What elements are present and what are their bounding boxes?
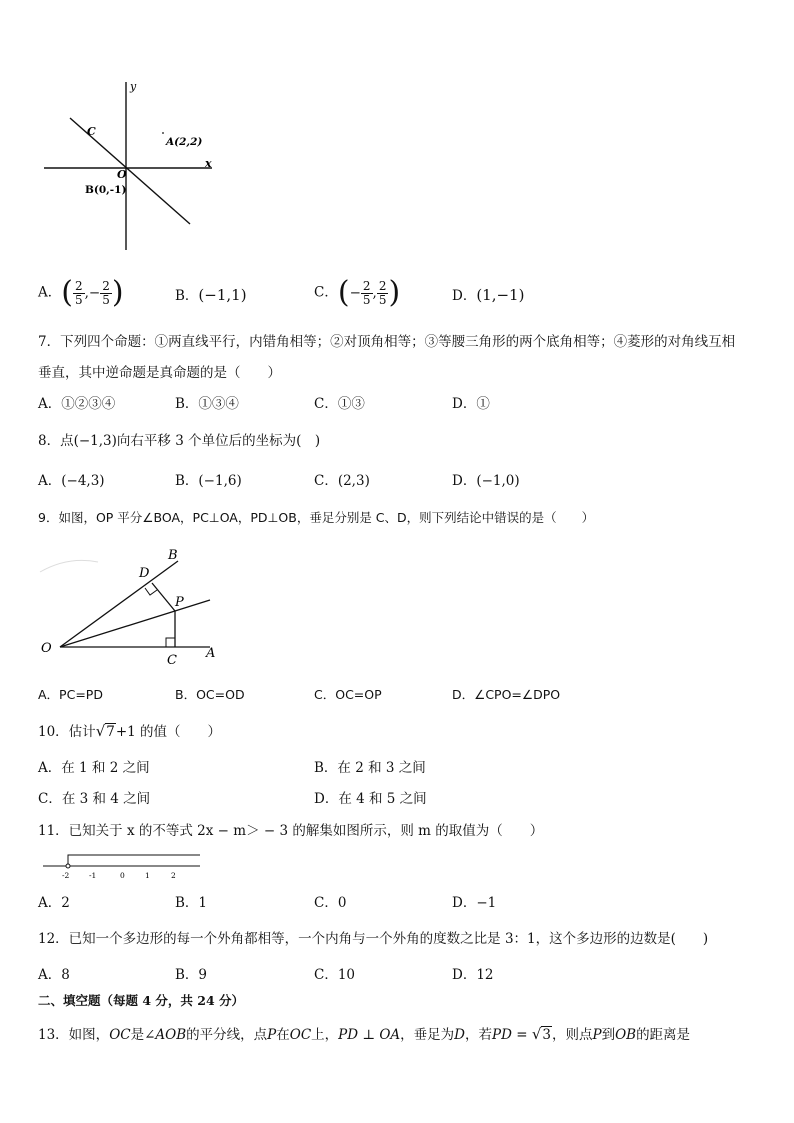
right-angle-mark-d <box>145 588 157 595</box>
label-c: C <box>167 653 177 668</box>
q12-stem: 12．已知一个多边形的每一个外角都相等，一个内角与一个外角的度数之比是 3：1，这个多边形的边数是( ) <box>38 931 709 947</box>
q11-option-b: B．1 <box>175 895 208 911</box>
q7-option-d: D．① <box>452 396 490 412</box>
q10-option-d: D．在 4 和 5 之间 <box>314 791 427 807</box>
q8-option-a: A．(−4,3) <box>38 473 105 489</box>
q8-option-c: C．(2,3) <box>314 473 370 489</box>
solution-bracket <box>68 855 200 866</box>
right-angle-mark-c <box>166 638 175 647</box>
q8-option-b: B．(−1,6) <box>175 473 242 489</box>
fraction: $\frac{2}{5}$ <box>74 278 83 307</box>
q11-option-a: A．2 <box>38 895 70 911</box>
q6-coordinate-figure <box>40 78 230 253</box>
point-c-label: C <box>87 125 96 138</box>
q7-stem-line-2: 垂直，其中逆命题是真命题的是（ ） <box>38 365 281 381</box>
q12-option-b: B．9 <box>175 967 208 983</box>
q7-option-c: C．①③ <box>314 396 365 412</box>
tick-label-0: 0 <box>120 871 125 880</box>
tick-label-1: 1 <box>145 871 150 880</box>
q11-option-c: C．0 <box>314 895 347 911</box>
sqrt-sign: √ <box>531 1025 542 1043</box>
q9-option-c: C．OC=OP <box>314 687 382 702</box>
label-d: D <box>139 566 150 581</box>
q10-option-a: A．在 1 和 2 之间 <box>38 760 150 776</box>
segment-pd <box>152 583 175 611</box>
q9-option-a: A．PC=PD <box>38 687 103 702</box>
label-p: P <box>175 595 184 610</box>
q9-stem: 9．如图，OP 平分∠BOA，PC⊥OA，PD⊥OB，垂足分别是 C、D，则下列结论中错误的是（ ） <box>38 510 595 525</box>
q10-option-c: C．在 3 和 4 之间 <box>38 791 151 807</box>
q6-option-b: B．(−1,1) <box>175 286 247 304</box>
label-o: O <box>41 641 52 656</box>
origin-label: O <box>117 168 127 181</box>
fraction: $\frac{2}{5}$ <box>378 278 387 307</box>
q8-stem: 8．点(−1,3)向右平移 3 个单位后的坐标为( ) <box>38 433 321 449</box>
label-b: B <box>168 548 178 563</box>
q6-option-c: C．(− $\frac{2}{5}$ , $\frac{2}{5}$ ) <box>314 275 401 310</box>
tick-label-2: 2 <box>171 871 176 880</box>
tick-label-neg2: -2 <box>62 871 70 880</box>
label-a: A <box>206 646 216 661</box>
q6-option-d: D．(1,−1) <box>452 286 525 304</box>
q8-option-d: D．(−1,0) <box>452 473 520 489</box>
q9-option-d: D．∠CPO=∠DPO <box>452 687 561 702</box>
q11-number-line <box>40 850 205 880</box>
q11-option-d: D．−1 <box>452 895 497 911</box>
q11-stem: 11．已知关于 x 的不等式 2x − m＞ − 3 的解集如图所示，则 m 的取值为（ ） <box>38 823 544 839</box>
q10-stem: 10．估计√7+1 的值（ ） <box>38 722 222 740</box>
q7-option-b: B．①③④ <box>175 396 239 412</box>
q10-option-b: B．在 2 和 3 之间 <box>314 760 426 776</box>
tick-label-neg1: -1 <box>89 871 97 880</box>
q12-option-d: D．12 <box>452 967 494 983</box>
q9-angle-bisector-figure <box>38 542 228 672</box>
q12-option-c: C．10 <box>314 967 356 983</box>
fraction: $\frac{2}{5}$ <box>102 278 110 307</box>
fraction: $\frac{2}{5}$ <box>362 278 371 307</box>
ray-ob <box>60 561 178 647</box>
q13-stem: 13．如图，OC是∠AOB的平分线，点P在OC上，PD ⊥ OA，垂足为D，若PD = √3，则点P到OB的距离是 <box>38 1025 691 1043</box>
sqrt-sign: √ <box>95 722 106 740</box>
q6-option-a: A．( $\frac{2}{5}$ ,− $\frac{2}{5}$ ) <box>38 275 124 310</box>
point-a-label: A(2,2) <box>166 136 203 148</box>
ray-op <box>60 600 210 647</box>
q7-stem-line-1: 7．下列四个命题：①两直线平行，内错角相等；②对顶角相等；③等腰三角形的两个底角相等；④菱形的对角线互相 <box>38 334 736 350</box>
decorative-arc <box>40 560 98 572</box>
section-2-title: 二、填空题（每题 4 分，共 24 分） <box>38 993 245 1008</box>
point-b-label: B(0,-1) <box>85 184 127 196</box>
q12-option-a: A．8 <box>38 967 70 983</box>
y-axis-label: y <box>130 80 137 93</box>
x-axis-label: x <box>205 157 212 170</box>
q9-option-b: B．OC=OD <box>175 687 245 702</box>
q7-option-a: A．①②③④ <box>38 396 116 412</box>
point-a-dot <box>162 132 164 134</box>
open-endpoint <box>66 864 70 868</box>
